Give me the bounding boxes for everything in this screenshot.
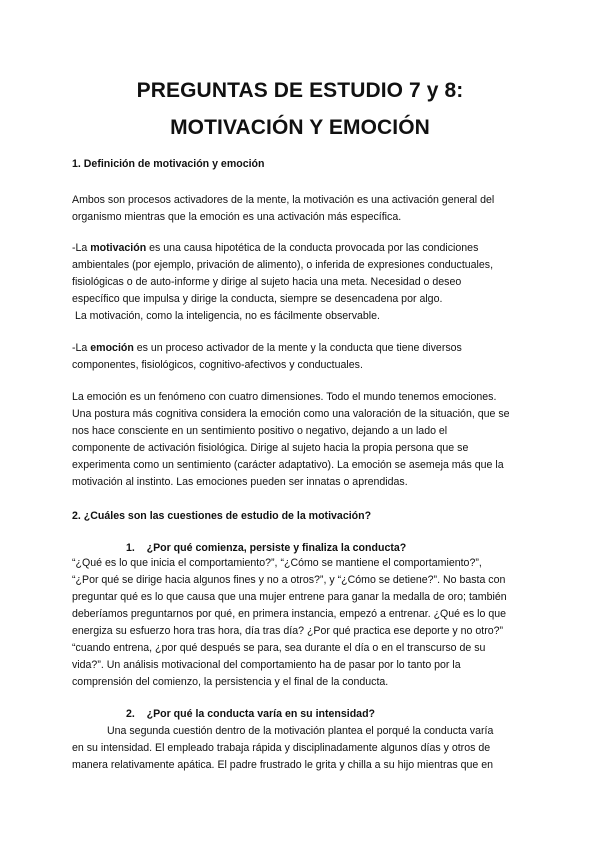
- emocion-line-1: [72, 342, 532, 355]
- title-line-2: MOTIVACIÓN Y EMOCIÓN: [170, 116, 430, 139]
- q1-line-7: vida?”. Un análisis motivacional del comportamiento ha de pasar por lo tanto por la: [72, 659, 461, 671]
- title-line-1: PREGUNTAS DE ESTUDIO 7 y 8:: [136, 79, 464, 102]
- motivacion-line-4: específico que impulsa y dirige la conducta, siempre se desencadena por algo.: [72, 293, 443, 305]
- paragraph-line-3: nos hace consciente en un sentimiento positivo o negativo, dejando a un lado el: [72, 425, 448, 437]
- motivacion-line-3: fisiológicas o de auto-informe y dirige al sujeto hacia una meta. Necesidad o deseo: [72, 276, 462, 288]
- emocion-prefix: -La: [72, 342, 91, 354]
- motivacion-line-5: La motivación, como la inteligencia, no es fácilmente observable.: [72, 310, 380, 322]
- q1-line-2: “¿Por qué se dirige hacia algunos fines y no a otros?”, y “¿Cómo se detiene?”. No basta con: [72, 574, 506, 586]
- q1-line-4: deberíamos preguntarnos por qué, en primera instancia, empezó a entrenar. ¿Qué es lo que: [72, 608, 507, 620]
- paragraph-line-4: componente de activación fisiológica. Dirige al sujeto hacia la propia persona que se: [72, 442, 469, 454]
- question-2-heading: 2. ¿Por qué la conducta varía en su intensidad?: [126, 708, 376, 720]
- emocion-term: emoción: [90, 342, 134, 354]
- q1-line-5: energiza su esfuerzo hora tras hora, día tras día? ¿Por qué practica ese deporte y no otro?”: [72, 625, 504, 637]
- q1-line-1: “¿Qué es lo que inicia el comportamiento?”, “¿Cómo se mantiene el comportamiento?”,: [72, 557, 482, 569]
- paragraph-line-2: Una postura más cognitiva considera la emoción como una valoración de la situación, que se: [72, 408, 510, 420]
- question-1-heading: 1. ¿Por qué comienza, persiste y finaliza la conducta?: [126, 542, 407, 554]
- motivacion-line-1: [72, 242, 532, 255]
- q1-line-8: comprensión del comienzo, la persistencia y el final de la conducta.: [72, 676, 389, 688]
- motivacion-line-1-rest: es una causa hipotética de la conducta provocada por las condiciones: [146, 242, 479, 254]
- motivacion-line-2: ambientales (por ejemplo, privación de alimento), o inferida de expresiones conductuales,: [72, 259, 494, 271]
- q1-line-6: “cuando entrena, ¿por qué después se para, sea durante el día o en el transcurso de su: [72, 642, 486, 654]
- intro-line-1: Ambos son procesos activadores de la mente, la motivación es una activación general del: [72, 194, 495, 206]
- motivacion-term: motivación: [90, 242, 147, 254]
- section-1-heading: 1. Definición de motivación y emoción: [72, 158, 265, 170]
- paragraph-line-1: La emoción es un fenómeno con cuatro dimensiones. Todo el mundo tenemos emociones.: [72, 391, 497, 403]
- q2-line-3: manera relativamente apática. El padre frustrado le grita y chilla a su hijo mientras que en: [72, 759, 494, 771]
- emocion-line-2: componentes, fisiológicos, cognitivo-afectivos y conductuales.: [72, 359, 363, 371]
- q2-line-2: en su intensidad. El empleado trabaja rápida y disciplinadamente algunos días y otros de: [72, 742, 491, 754]
- paragraph-line-5: experimenta como un sentimiento (carácter adaptativo). La emoción se asemeja más que la: [72, 459, 504, 471]
- q1-line-3: preguntar qué es lo que causa que una mujer entrene para ganar la medalla de oro; también: [72, 591, 507, 603]
- emocion-line-1-rest: es un proceso activador de la mente y la conducta que tiene diversos: [133, 342, 462, 354]
- intro-line-2: organismo mientras que la emoción es una activación más específica.: [72, 211, 402, 223]
- paragraph-line-6: motivación al instinto. Las emociones pueden ser innatas o aprendidas.: [72, 476, 408, 488]
- q2-line-1: Una segunda cuestión dentro de la motivación plantea el porqué la conducta varía: [107, 725, 494, 737]
- motivacion-prefix: -La: [72, 242, 91, 254]
- section-2-heading: 2. ¿Cuáles son las cuestiones de estudio de la motivación?: [72, 510, 372, 522]
